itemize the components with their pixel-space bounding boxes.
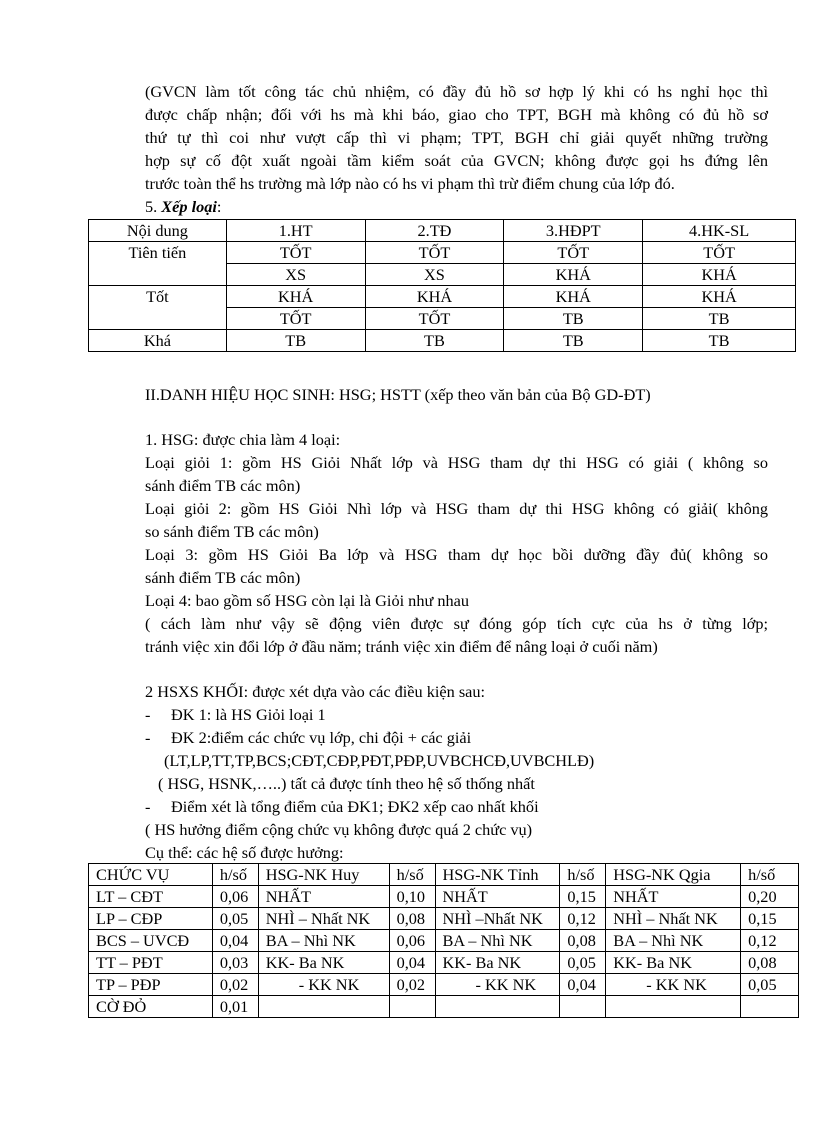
- section5-number: 5.: [145, 197, 158, 216]
- table-header-row: [89, 864, 799, 886]
- table-cell: KHÁ: [643, 264, 796, 286]
- table-cell: LP – CĐP: [89, 908, 213, 930]
- group-label: Tốt: [89, 286, 227, 330]
- table-cell: [606, 996, 741, 1018]
- table-cell: NHÌ –Nhất NK: [435, 908, 560, 930]
- table-cell: KK- Ba NK: [606, 952, 741, 974]
- table-cell: TB: [643, 330, 796, 352]
- header-cell: HSG-NK Huy: [258, 864, 389, 886]
- table-cell: 0,04: [212, 930, 258, 952]
- table-cell: [560, 996, 606, 1018]
- table-cell: 0,05: [212, 908, 258, 930]
- table-cell: CỜ ĐỎ: [89, 996, 213, 1018]
- table-cell: NHẤT: [606, 886, 741, 908]
- table-cell: TỐT: [226, 242, 365, 264]
- hsg-line: sánh điểm TB các môn): [145, 568, 301, 587]
- intro-line: trước toàn thể hs trường mà lớp nào có hs vi phạm thì trừ điểm chung của lớp đó.: [145, 174, 675, 193]
- table-row: [89, 886, 799, 908]
- intro-line: hợp sự cố đột xuất ngoài tầm kiểm soát của GVCN; không được gọi hs đứng lên: [145, 151, 768, 170]
- table-cell: - KK NK: [606, 974, 741, 996]
- section5-title: Xếp loại: [161, 197, 217, 216]
- table-row: [89, 330, 796, 352]
- header-cell: h/số: [212, 864, 258, 886]
- hsg-line: Loại giỏi 2: gồm HS Giỏi Nhì lớp và HSG tham dự thi HSG không có giải( không: [145, 499, 768, 518]
- header-cell: h/số: [389, 864, 435, 886]
- table-cell: KHÁ: [365, 286, 504, 308]
- hsg-line: Loại 4: bao gồm số HSG còn lại là Giỏi như nhau: [145, 591, 470, 610]
- bullet-dash: -: [145, 797, 151, 816]
- point-text: Điểm xét là tổng điểm của ĐK1; ĐK2 xếp cao nhất khối: [171, 797, 539, 816]
- header-cell: Nội dung: [89, 220, 227, 242]
- table-cell: 0,10: [389, 886, 435, 908]
- table-cell: XS: [226, 264, 365, 286]
- table-row: [89, 930, 799, 952]
- dk2-note: ( HSG, HSNK,…..) tất cả được tính theo hệ số thống nhất: [158, 774, 535, 793]
- hsg-line: tránh việc xin đổi lớp ở đầu năm; tránh việc xin điểm để nâng loại ở cuối năm): [145, 637, 658, 656]
- table-cell: NHÌ – Nhất NK: [258, 908, 389, 930]
- dk1-text: ĐK 1: là HS Giỏi loại 1: [171, 705, 326, 724]
- hsg-line: 1. HSG: được chia làm 4 loại:: [145, 430, 341, 449]
- limit-note: ( HS hưởng điểm cộng chức vụ không được quá 2 chức vụ): [145, 820, 533, 839]
- header-cell: 2.TĐ: [365, 220, 504, 242]
- table-cell: TB: [365, 330, 504, 352]
- group-label: Khá: [89, 330, 227, 352]
- table-cell: TB: [643, 308, 796, 330]
- table-cell: LT – CĐT: [89, 886, 213, 908]
- header-cell: 1.HT: [226, 220, 365, 242]
- hsg-line: sánh điểm TB các môn): [145, 476, 301, 495]
- table-cell: 0,05: [741, 974, 799, 996]
- table-row: [89, 952, 799, 974]
- table-cell: XS: [365, 264, 504, 286]
- bullet-dash: -: [145, 728, 151, 747]
- table-cell: 0,15: [741, 908, 799, 930]
- table-row: [89, 974, 799, 996]
- table-header-row: [89, 220, 796, 242]
- table-cell: NHÌ – Nhất NK: [606, 908, 741, 930]
- table-cell: TB: [226, 330, 365, 352]
- hsg-line: Loại 3: gồm HS Giỏi Ba lớp và HSG tham dự học bồi dưỡng đầy đủ( không so: [145, 545, 768, 564]
- table-cell: TỐT: [365, 308, 504, 330]
- table-cell: BA – Nhì NK: [606, 930, 741, 952]
- coefficient-table: [88, 863, 799, 1018]
- table-cell: KHÁ: [226, 286, 365, 308]
- table-cell: NHẤT: [435, 886, 560, 908]
- header-cell: h/số: [741, 864, 799, 886]
- table-cell: 0,05: [560, 952, 606, 974]
- table-cell: TB: [504, 308, 643, 330]
- table-cell: [741, 996, 799, 1018]
- table-cell: KK- Ba NK: [258, 952, 389, 974]
- table-cell: - KK NK: [258, 974, 389, 996]
- table-cell: [435, 996, 560, 1018]
- table-cell: 0,06: [389, 930, 435, 952]
- intro-paragraph: [145, 80, 768, 195]
- hsxs-heading: 2 HSXS KHỐI: được xét dựa vào các điều kiện sau:: [145, 682, 486, 701]
- header-cell: CHỨC VỤ: [89, 864, 213, 886]
- table-cell: BA – Nhì NK: [258, 930, 389, 952]
- table-cell: 0,08: [560, 930, 606, 952]
- table-cell: 0,08: [741, 952, 799, 974]
- hsg-line: ( cách làm như vậy sẽ động viên được sự đóng góp tích cực của hs ở từng lớp;: [145, 614, 768, 633]
- section5-heading: [145, 195, 221, 218]
- table-cell: TỐT: [643, 242, 796, 264]
- table-cell: 0,01: [212, 996, 258, 1018]
- table-cell: 0,04: [389, 952, 435, 974]
- intro-line: được chấp nhận; đối với hs mà khi báo, giao cho TPT, BGH mà không có đủ hồ sơ: [145, 105, 768, 124]
- table-cell: TB: [504, 330, 643, 352]
- table-row: [89, 286, 796, 308]
- table-cell: [389, 996, 435, 1018]
- table-cell: - KK NK: [435, 974, 560, 996]
- intro-line: thứ tự thì coi như vượt cấp thì vi phạm; TPT, BGH chỉ giải quyết những trường: [145, 128, 768, 147]
- section2-heading: II.DANH HIỆU HỌC SINH: HSG; HSTT (xếp theo văn bản của Bộ GD-ĐT): [145, 385, 651, 404]
- table-cell: TP – PĐP: [89, 974, 213, 996]
- table-cell: 0,12: [741, 930, 799, 952]
- table-cell: KHÁ: [643, 286, 796, 308]
- hsg-line: Loại giỏi 1: gồm HS Giỏi Nhất lớp và HSG tham dự thi HSG có giải ( không so: [145, 453, 768, 472]
- group-label: Tiên tiến: [89, 242, 227, 286]
- table-cell: 0,12: [560, 908, 606, 930]
- table-cell: 0,03: [212, 952, 258, 974]
- table-cell: 0,06: [212, 886, 258, 908]
- table-cell: BCS – UVCĐ: [89, 930, 213, 952]
- table-cell: 0,02: [389, 974, 435, 996]
- header-cell: HSG-NK Qgia: [606, 864, 741, 886]
- bullet-dash: -: [145, 705, 151, 724]
- dk2-text: ĐK 2:điểm các chức vụ lớp, chi đội + các giải: [171, 728, 472, 747]
- hsg-line: so sánh điểm TB các môn): [145, 522, 319, 541]
- specific-label: Cụ thể: các hệ số được hưởng:: [145, 843, 344, 862]
- table-cell: KHÁ: [504, 286, 643, 308]
- header-cell: h/số: [560, 864, 606, 886]
- header-cell: 4.HK-SL: [643, 220, 796, 242]
- hsg-block: [145, 428, 768, 658]
- table-row: [89, 996, 799, 1018]
- table-cell: 0,15: [560, 886, 606, 908]
- table-cell: 0,04: [560, 974, 606, 996]
- table-cell: 0,02: [212, 974, 258, 996]
- table-cell: BA – Nhì NK: [435, 930, 560, 952]
- table-cell: KK- Ba NK: [435, 952, 560, 974]
- table-cell: KHÁ: [504, 264, 643, 286]
- table-cell: 0,20: [741, 886, 799, 908]
- table-row: [89, 908, 799, 930]
- table-cell: NHẤT: [258, 886, 389, 908]
- header-cell: HSG-NK Tỉnh: [435, 864, 560, 886]
- table-cell: TỐT: [504, 242, 643, 264]
- dk2-list: (LT,LP,TT,TP,BCS;CĐT,CĐP,PĐT,PĐP,UVBCHCĐ,UVBCHLĐ): [164, 751, 595, 770]
- table-cell: TỐT: [226, 308, 365, 330]
- rating-table: [88, 219, 796, 352]
- table-row: [89, 242, 796, 264]
- table-cell: [258, 996, 389, 1018]
- table-cell: 0,08: [389, 908, 435, 930]
- table-cell: TT – PĐT: [89, 952, 213, 974]
- table-cell: TỐT: [365, 242, 504, 264]
- header-cell: 3.HĐPT: [504, 220, 643, 242]
- intro-line: (GVCN làm tốt công tác chủ nhiệm, có đầy đủ hồ sơ hợp lý khi có hs nghỉ học thì: [145, 82, 768, 101]
- section5-colon: :: [216, 197, 222, 216]
